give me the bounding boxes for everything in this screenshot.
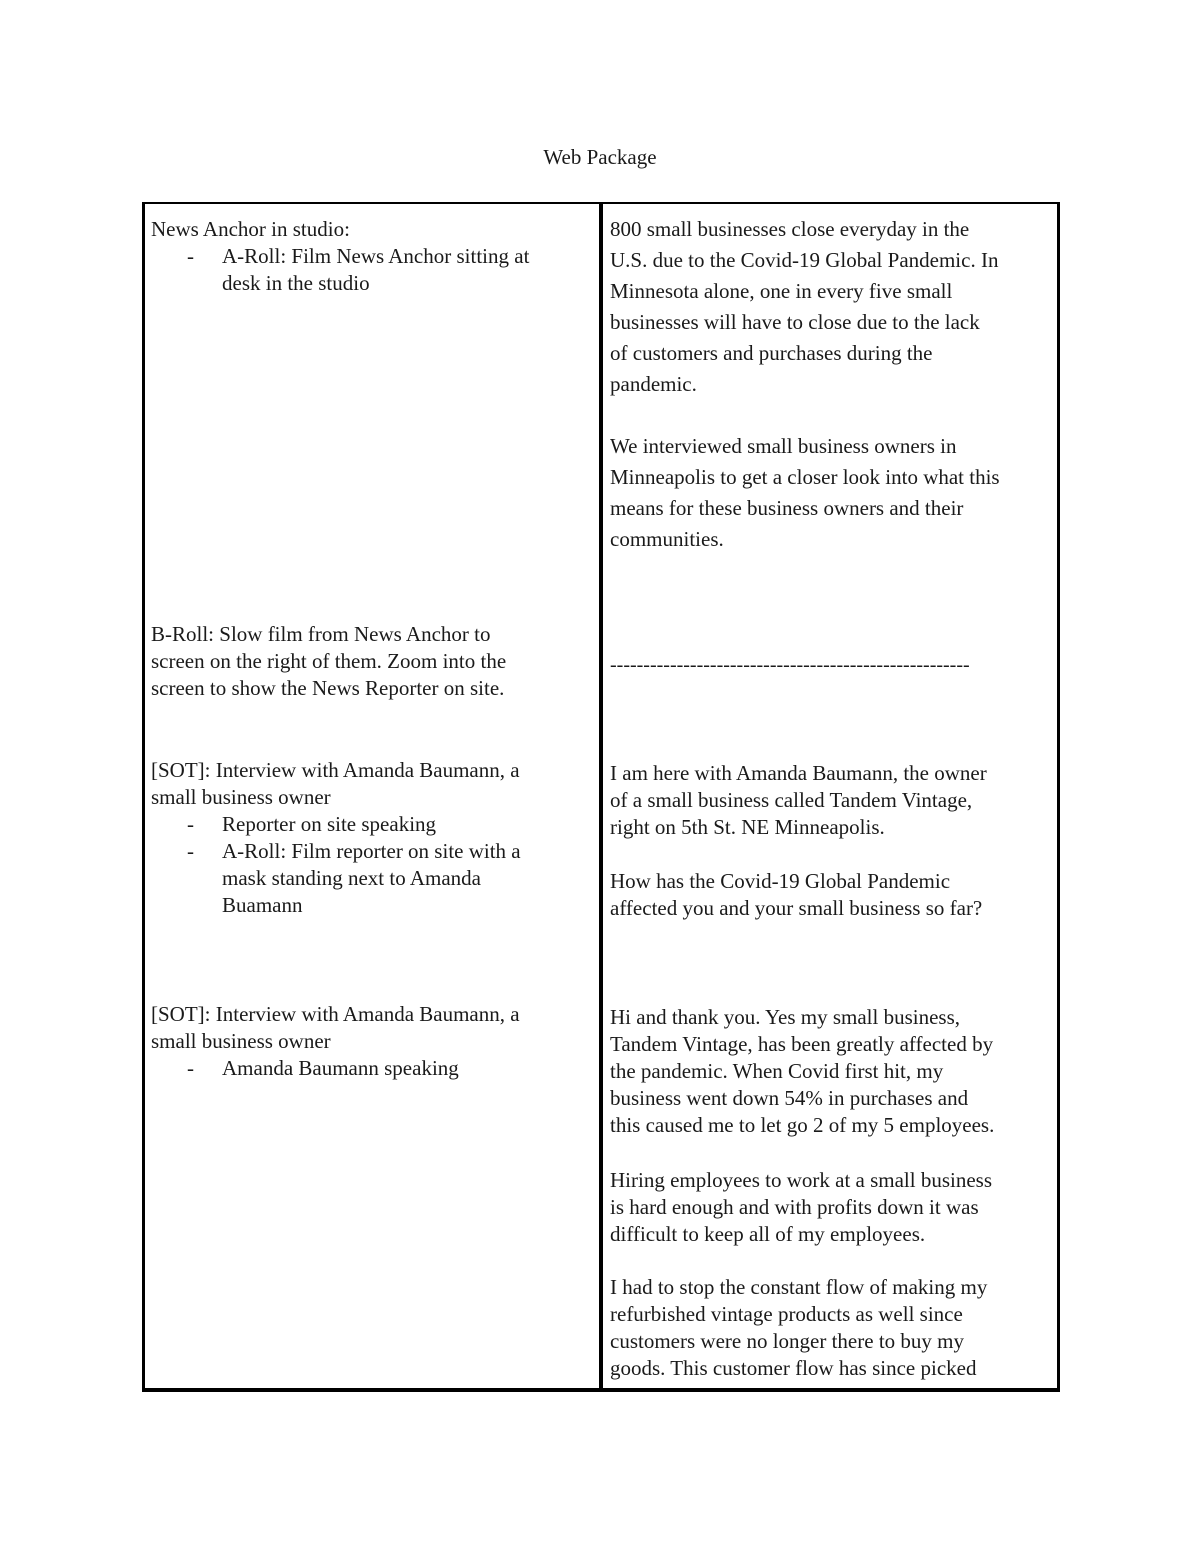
table-column-divider <box>599 202 603 1392</box>
audio-line: How has the Covid-19 Global Pandemic <box>610 869 951 893</box>
audio-line: means for these business owners and their <box>610 496 964 520</box>
audio-line: of customers and purchases during the <box>610 341 933 365</box>
audio-line: I had to stop the constant flow of making my <box>610 1275 988 1299</box>
audio-line: U.S. due to the Covid-19 Global Pandemic. In <box>610 248 999 272</box>
audio-line: Minnesota alone, one in every five small <box>610 279 953 303</box>
audio-line: businesses will have to close due to the lack <box>610 310 980 334</box>
row-1-audio-paragraph-1 <box>610 214 998 400</box>
row-4-heading-line: small business owner <box>151 1029 331 1053</box>
bullet-line: mask standing next to Amanda <box>222 866 481 890</box>
audio-line: Hiring employees to work at a small business <box>610 1168 993 1192</box>
row-2-divider-dashes: ------------------------------------------------------ <box>610 654 970 676</box>
bullet-line: Buamann <box>222 893 303 917</box>
row-1-bullets <box>151 243 529 297</box>
bullet-line: A-Roll: Film News Anchor sitting at <box>222 244 530 268</box>
row-3-audio-paragraph-1 <box>610 760 987 841</box>
bullet-marker: - <box>187 839 194 863</box>
audio-line: the pandemic. When Covid first hit, my <box>610 1059 944 1083</box>
row-4-video-cell <box>151 1001 520 1082</box>
bullet-line: Reporter on site speaking <box>222 812 437 836</box>
bullet-marker: - <box>187 1056 194 1080</box>
row-3-bullets <box>151 811 521 919</box>
audio-line: Hi and thank you. Yes my small business, <box>610 1005 961 1029</box>
row-4-bullets <box>151 1055 520 1082</box>
bullet-marker: - <box>187 244 194 268</box>
audio-line: Tandem Vintage, has been greatly affected by <box>610 1032 994 1056</box>
bullet-line: Amanda Baumann speaking <box>222 1056 459 1080</box>
bullet-item <box>151 243 529 297</box>
audio-line: 800 small businesses close everyday in the <box>610 217 970 241</box>
row-4-heading-line: [SOT]: Interview with Amanda Baumann, a <box>151 1002 520 1026</box>
table-border-right <box>1057 202 1060 1392</box>
audio-line: customers were no longer there to buy my <box>610 1329 964 1353</box>
audio-line: We interviewed small business owners in <box>610 434 957 458</box>
audio-line: this caused me to let go 2 of my 5 employees. <box>610 1113 995 1137</box>
row-3-heading-line: [SOT]: Interview with Amanda Baumann, a <box>151 758 520 782</box>
audio-line: is hard enough and with profits down it was <box>610 1195 979 1219</box>
audio-line: right on 5th St. NE Minneapolis. <box>610 815 885 839</box>
row-2-line: B-Roll: Slow film from News Anchor to <box>151 622 491 646</box>
audio-line: refurbished vintage products as well since <box>610 1302 963 1326</box>
bullet-item <box>151 838 521 919</box>
row-3-audio-paragraph-2 <box>610 868 982 922</box>
row-2-line: screen to show the News Reporter on site. <box>151 676 505 700</box>
bullet-line: desk in the studio <box>222 271 370 295</box>
audio-line: affected you and your small business so far? <box>610 896 983 920</box>
row-3-video-cell <box>151 757 521 919</box>
audio-line: pandemic. <box>610 372 697 396</box>
row-4-audio-paragraph-2 <box>610 1167 992 1248</box>
bullet-marker: - <box>187 812 194 836</box>
row-4-audio-paragraph-3 <box>610 1274 987 1382</box>
bullet-item <box>151 1055 520 1082</box>
audio-line: of a small business called Tandem Vintage, <box>610 788 973 812</box>
row-2-video-cell <box>151 621 506 702</box>
audio-line: I am here with Amanda Baumann, the owner <box>610 761 987 785</box>
row-1-audio-paragraph-2 <box>610 431 1000 555</box>
audio-line: communities. <box>610 527 724 551</box>
page-title: Web Package <box>543 145 657 169</box>
table-border-left <box>142 202 145 1392</box>
audio-line: difficult to keep all of my employees. <box>610 1222 926 1246</box>
row-4-audio-paragraph-1 <box>610 1004 994 1139</box>
audio-line: goods. This customer flow has since picked <box>610 1356 977 1380</box>
audio-line: business went down 54% in purchases and <box>610 1086 969 1110</box>
bullet-item <box>151 811 521 838</box>
bullet-line: A-Roll: Film reporter on site with a <box>222 839 521 863</box>
audio-line: Minneapolis to get a closer look into what this <box>610 465 1000 489</box>
row-1-video-cell <box>151 216 529 297</box>
row-1-heading-line: News Anchor in studio: <box>151 217 350 241</box>
row-2-line: screen on the right of them. Zoom into the <box>151 649 507 673</box>
row-3-heading-line: small business owner <box>151 785 331 809</box>
